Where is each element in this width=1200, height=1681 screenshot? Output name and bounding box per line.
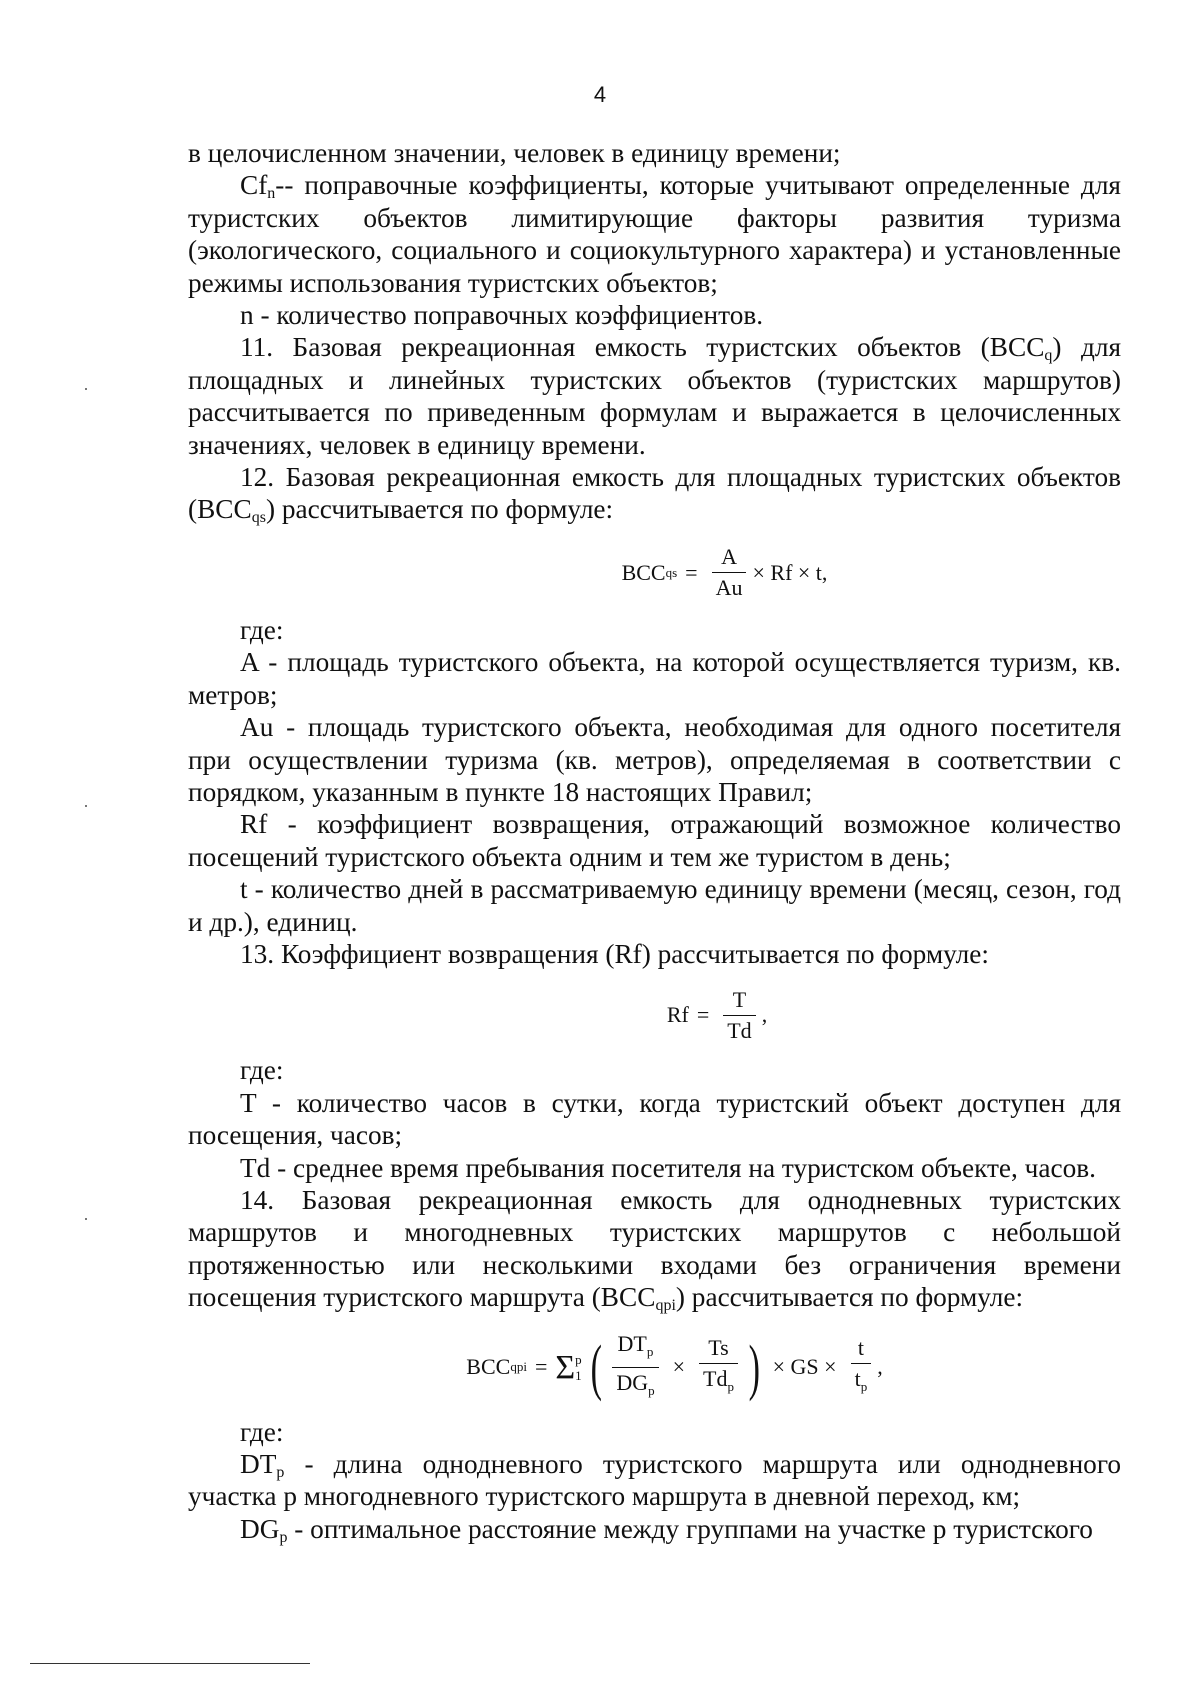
denominator: Au	[712, 572, 747, 601]
equals-sign: =	[696, 1002, 710, 1028]
numerator: t	[857, 1335, 864, 1361]
denominator: $Td_p$	[699, 1363, 738, 1400]
paragraph-cf-definition	[188, 169, 1121, 299]
paragraph-n-definition: n - количество поправочных коэффициентов.	[240, 300, 764, 331]
equals-sign: =	[534, 1354, 548, 1380]
symbol: DG	[240, 1513, 280, 1544]
where-label: где:	[240, 1416, 284, 1447]
subscript: q	[1044, 347, 1053, 365]
paragraph-a-definition: A - площадь туристского объекта, на которой осуществляется туризм, кв. метров;	[188, 647, 1121, 710]
text: 11. Базовая рекреационная емкость туристских объектов (BCC	[240, 332, 1045, 363]
scan-speck	[85, 388, 87, 390]
subscript: qs	[251, 509, 266, 527]
formula-bccqpi	[228, 1328, 1121, 1408]
symbol-subscript: p	[276, 1464, 285, 1481]
text: 14. Базовая рекреационная емкость для однодневных туристских маршрутов и многодневных туристских маршрутов с небольшой протяженностью или несколькими входами без ограничения времени посещения туристского маршрута (BCC	[188, 1184, 1121, 1313]
symbol-subscript: p	[279, 1528, 288, 1546]
subscript: qpi	[655, 1297, 676, 1315]
symbol-subscript: n	[267, 185, 276, 203]
paragraph-dtp-definition	[188, 1448, 1121, 1513]
summation-limits	[575, 1352, 582, 1384]
formula-rest: × Rf × t,	[752, 559, 828, 585]
text: ) для площадных и линейных туристских объектов (туристских маршрутов) рассчитывается по приведенным формулам и выражается в целочисленных значениях, человек в единицу времени.	[188, 332, 1122, 460]
denominator: Td	[723, 1015, 755, 1044]
text: ) рассчитывается по формуле:	[675, 1282, 1024, 1313]
left-paren: (	[590, 1333, 602, 1402]
page-number: 4	[593, 82, 607, 107]
formula-lhs: Rf	[666, 1002, 689, 1028]
paragraph-T-definition: T - количество часов в сутки, когда туристский объект доступен для посещения, часов;	[188, 1087, 1121, 1151]
times-sign: ×	[672, 1354, 686, 1380]
numerator: $DT_p$	[617, 1331, 654, 1360]
fraction-t-over-td	[723, 987, 755, 1044]
paragraph-dgp-definition	[188, 1513, 1121, 1545]
right-paren: )	[748, 1333, 760, 1402]
fraction-t-over-tp	[851, 1335, 872, 1400]
paragraph-14	[188, 1184, 1121, 1314]
sum-upper-limit: p	[575, 1351, 582, 1367]
formula-lhs-subscript: qpi	[510, 1359, 527, 1375]
footer-rule	[30, 1663, 310, 1664]
sum-lower-limit: 1	[575, 1367, 582, 1383]
formula-lhs-subscript: qs	[665, 564, 678, 580]
numerator: A	[721, 544, 737, 570]
numerator: Ts	[708, 1335, 729, 1361]
formula-bccqs	[328, 540, 1121, 606]
paragraph-td-definition: Td - среднее время пребывания посетителя на туристском объекте, часов.	[240, 1152, 1096, 1183]
symbol: DT	[240, 1449, 277, 1479]
numerator: T	[732, 986, 747, 1012]
definition-text: -- поправочные коэффициенты, которые учитывают определенные для туристских объектов лимитирующие факторы развития туризма (экологического, социального и социокультурного характера) и установленные режимы использования туристских объектов;	[188, 170, 1121, 298]
fraction-a-over-au	[712, 544, 747, 601]
formula-tail: ,	[877, 1354, 883, 1380]
fraction-ts-over-td	[699, 1335, 738, 1400]
paragraph-13: 13. Коэффициент возвращения (Rf) рассчитывается по формуле:	[240, 938, 989, 969]
paragraph-au-definition: Au - площадь туристского объекта, необходимая для одного посетителя при осуществлении туризма (кв. метров), определяемая в соответствии с порядком, указанным в пункте 18 настоящих Правил;	[188, 712, 1121, 807]
paragraph: в целочисленном значении, человек в единицу времени;	[188, 138, 841, 168]
formula-lhs: BCC	[466, 1354, 511, 1380]
definition-text: - оптимальное расстояние между группами на участке p туристского	[287, 1513, 1093, 1544]
formula-rf	[313, 984, 1121, 1046]
formula-lhs: BCC	[621, 559, 666, 585]
text: 12. Базовая рекреационная емкость для площадных туристских объектов (BCC	[188, 462, 1121, 525]
where-label: где:	[240, 1055, 284, 1086]
paragraph-t-definition: t - количество дней в рассматриваемую единицу времени (месяц, сезон, год и др.), единиц.	[188, 874, 1121, 937]
summation-sign: Σ	[555, 1348, 576, 1386]
text: ) рассчитывается по формуле:	[265, 494, 614, 525]
symbol: Cf	[240, 170, 268, 201]
denominator: $t_p$	[851, 1363, 872, 1400]
where-label: где:	[240, 614, 284, 645]
equals-sign: =	[685, 559, 698, 585]
fraction-dt-over-dg	[612, 1331, 658, 1404]
denominator: $DG_p$	[612, 1367, 658, 1404]
paragraph-rf-definition: Rf - коэффициент возвращения, отражающий возможное количество посещений туристского объекта одним и тем же туристом в день;	[188, 809, 1121, 872]
paragraph-12	[188, 461, 1121, 526]
document-body	[188, 137, 1121, 1545]
scan-speck	[85, 805, 87, 807]
paragraph-11	[188, 331, 1121, 461]
scan-speck	[85, 1218, 87, 1220]
definition-text: - длина однодневного туристского маршрута или однодневного участка p многодневного туристского маршрута в дневной переход, км;	[188, 1449, 1121, 1512]
formula-mid: × GS ×	[772, 1354, 837, 1380]
formula-tail: ,	[761, 1002, 768, 1028]
